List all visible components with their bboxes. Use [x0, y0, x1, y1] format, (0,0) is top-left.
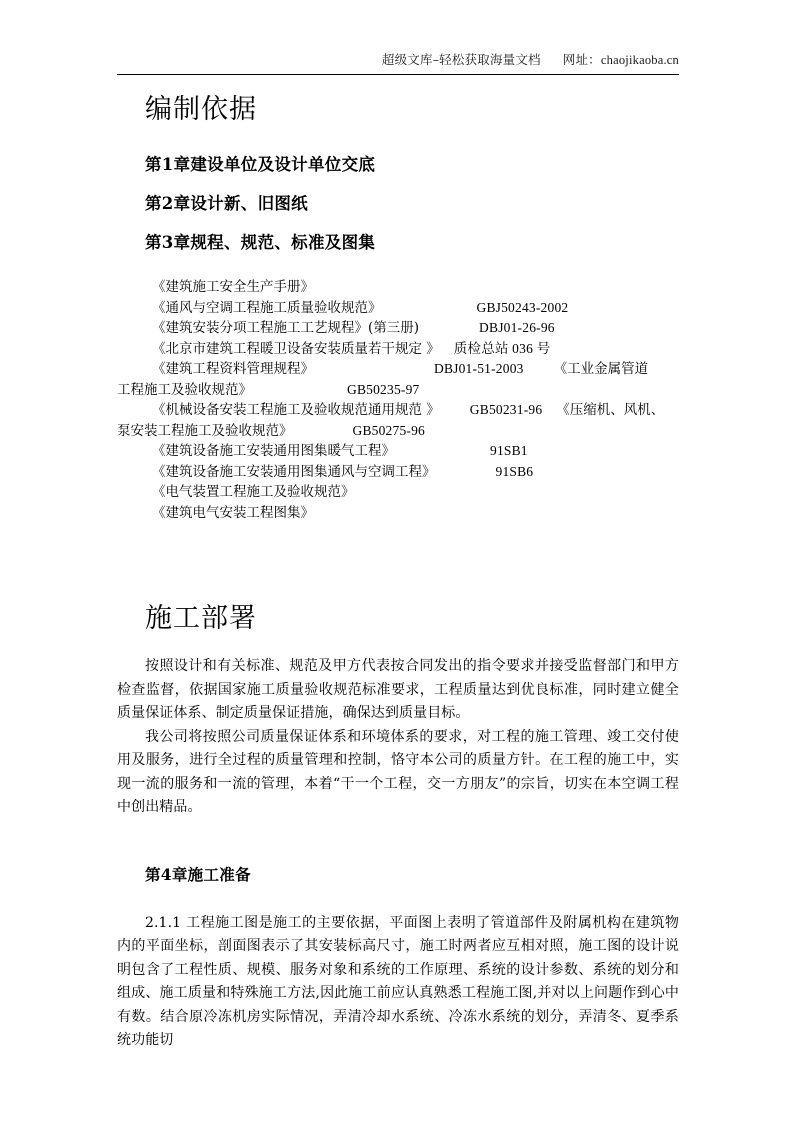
standard-name: 《建筑设备施工安装通用图集暖气工程》	[152, 443, 395, 459]
chapter-heading-1: 第1章建设单位及设计单位交底	[145, 155, 376, 174]
standard-row	[117, 277, 679, 298]
standard-trailing: 《工业金属管道	[553, 361, 649, 377]
standard-row	[117, 339, 679, 360]
header-url: chaojikaoba.cn	[600, 53, 679, 67]
page-title: 编制依据	[145, 94, 257, 125]
standard-name: 《建筑设备施工安装通用图集通风与空调工程》	[152, 463, 436, 480]
standard-name: 《建筑电气安装工程图集》	[152, 504, 314, 521]
standard-row	[117, 298, 679, 319]
header-url-label: 网址：	[562, 52, 601, 67]
standard-code: 质检总站 036 号	[453, 340, 551, 356]
sub-heading-chapter-4: 第4章施工准备	[145, 864, 251, 884]
running-header	[117, 52, 679, 68]
standard-name: 工程施工及验收规范》	[117, 381, 252, 398]
standard-row	[117, 441, 679, 462]
standard-row-continuation	[117, 380, 679, 401]
standards-list	[117, 277, 679, 523]
deployment-paragraph-2: 我公司将按照公司质量保证体系和环境体系的要求，对工程的施工管理、竣工交付使用及服务，进行全过程的质量管理和控制，恪守本公司的质量方针。在工程的施工中，实现一流的服务和一流的管理，本着“干一个工程，交一方朋友”的宗旨，切实在本空调工程中创出精品。	[117, 728, 679, 815]
standard-row	[117, 318, 679, 339]
standard-row-continuation	[117, 421, 679, 442]
standard-code: GBJ50243-2002	[476, 299, 569, 315]
standard-code: GB50235-97	[347, 381, 420, 397]
standard-row	[117, 400, 679, 421]
standard-code: DBJ01-26-96	[479, 320, 555, 335]
preparation-paragraph: 2.1.1 工程施工图是施工的主要依据，平面图上表明了管道部件及附属机构在建筑物内的平面坐标，剖面图表示了其安装标高尺寸，施工时两者应互相对照，施工图的设计说明包含了工程性质、规模、服务对象和系统的工作原理、系统的设计参数、系统的划分和组成、施工质量和特殊施工方法,因此施工前应认真熟悉工程施工图,并对以上问题作到心中有数。结合原冷冻机房实际情况，弄清冷却水系统、冷冻水系统的划分，弄清冬、夏季系统功能切	[117, 914, 679, 1048]
standard-name: 《通风与空调工程施工质量验收规范》	[152, 299, 382, 316]
document-body	[117, 92, 679, 1053]
deployment-paragraph-1: 按照设计和有关标准、规范及甲方代表按合同发出的指令要求并接受监督部门和甲方检查监督，依据国家施工质量验收规范标准要求，工程质量达到优良标准，同时建立健全质量保证体系、制定质量保证措施，确保达到质量目标。	[117, 658, 679, 721]
chapter-heading-list	[117, 154, 679, 253]
standard-row	[117, 503, 679, 524]
standard-name: 《电气装置工程施工及验收规范》	[152, 484, 355, 500]
standard-row	[117, 482, 679, 503]
standard-name: 《建筑安装分项工程施工工艺规程》(第三册)	[152, 320, 420, 336]
standard-code: GB50231-96	[469, 402, 543, 417]
standard-trailing: 《压缩机、风机、	[556, 402, 665, 418]
chapter-heading-2: 第2章设计新、旧图纸	[145, 194, 308, 213]
header-site-name: 超级文库–轻松获取海量文档	[381, 52, 541, 67]
standard-code: DBJ01-51-2003	[434, 361, 524, 376]
standard-row	[117, 359, 679, 380]
standard-name: 《机械设备安装工程施工及验收规范通用规范 》	[152, 402, 440, 418]
standard-code: 91SB6	[495, 463, 534, 479]
standard-name: 《北京市建筑工程暖卫设备安装质量若干规定 》	[152, 340, 440, 357]
standard-name: 《建筑施工安全生产手册》	[152, 279, 314, 295]
standard-name: 《建筑工程资料管理规程》	[152, 361, 314, 377]
standard-name: 泵安装工程施工及验收规范》	[117, 422, 293, 439]
standard-code: 91SB1	[490, 443, 528, 458]
header-divider	[117, 74, 679, 75]
standard-row	[117, 462, 679, 483]
section-title-deployment: 施工部署	[145, 603, 257, 634]
standard-code: GB50275-96	[352, 422, 425, 438]
chapter-heading-3: 第3章规程、规范、标准及图集	[145, 233, 376, 252]
